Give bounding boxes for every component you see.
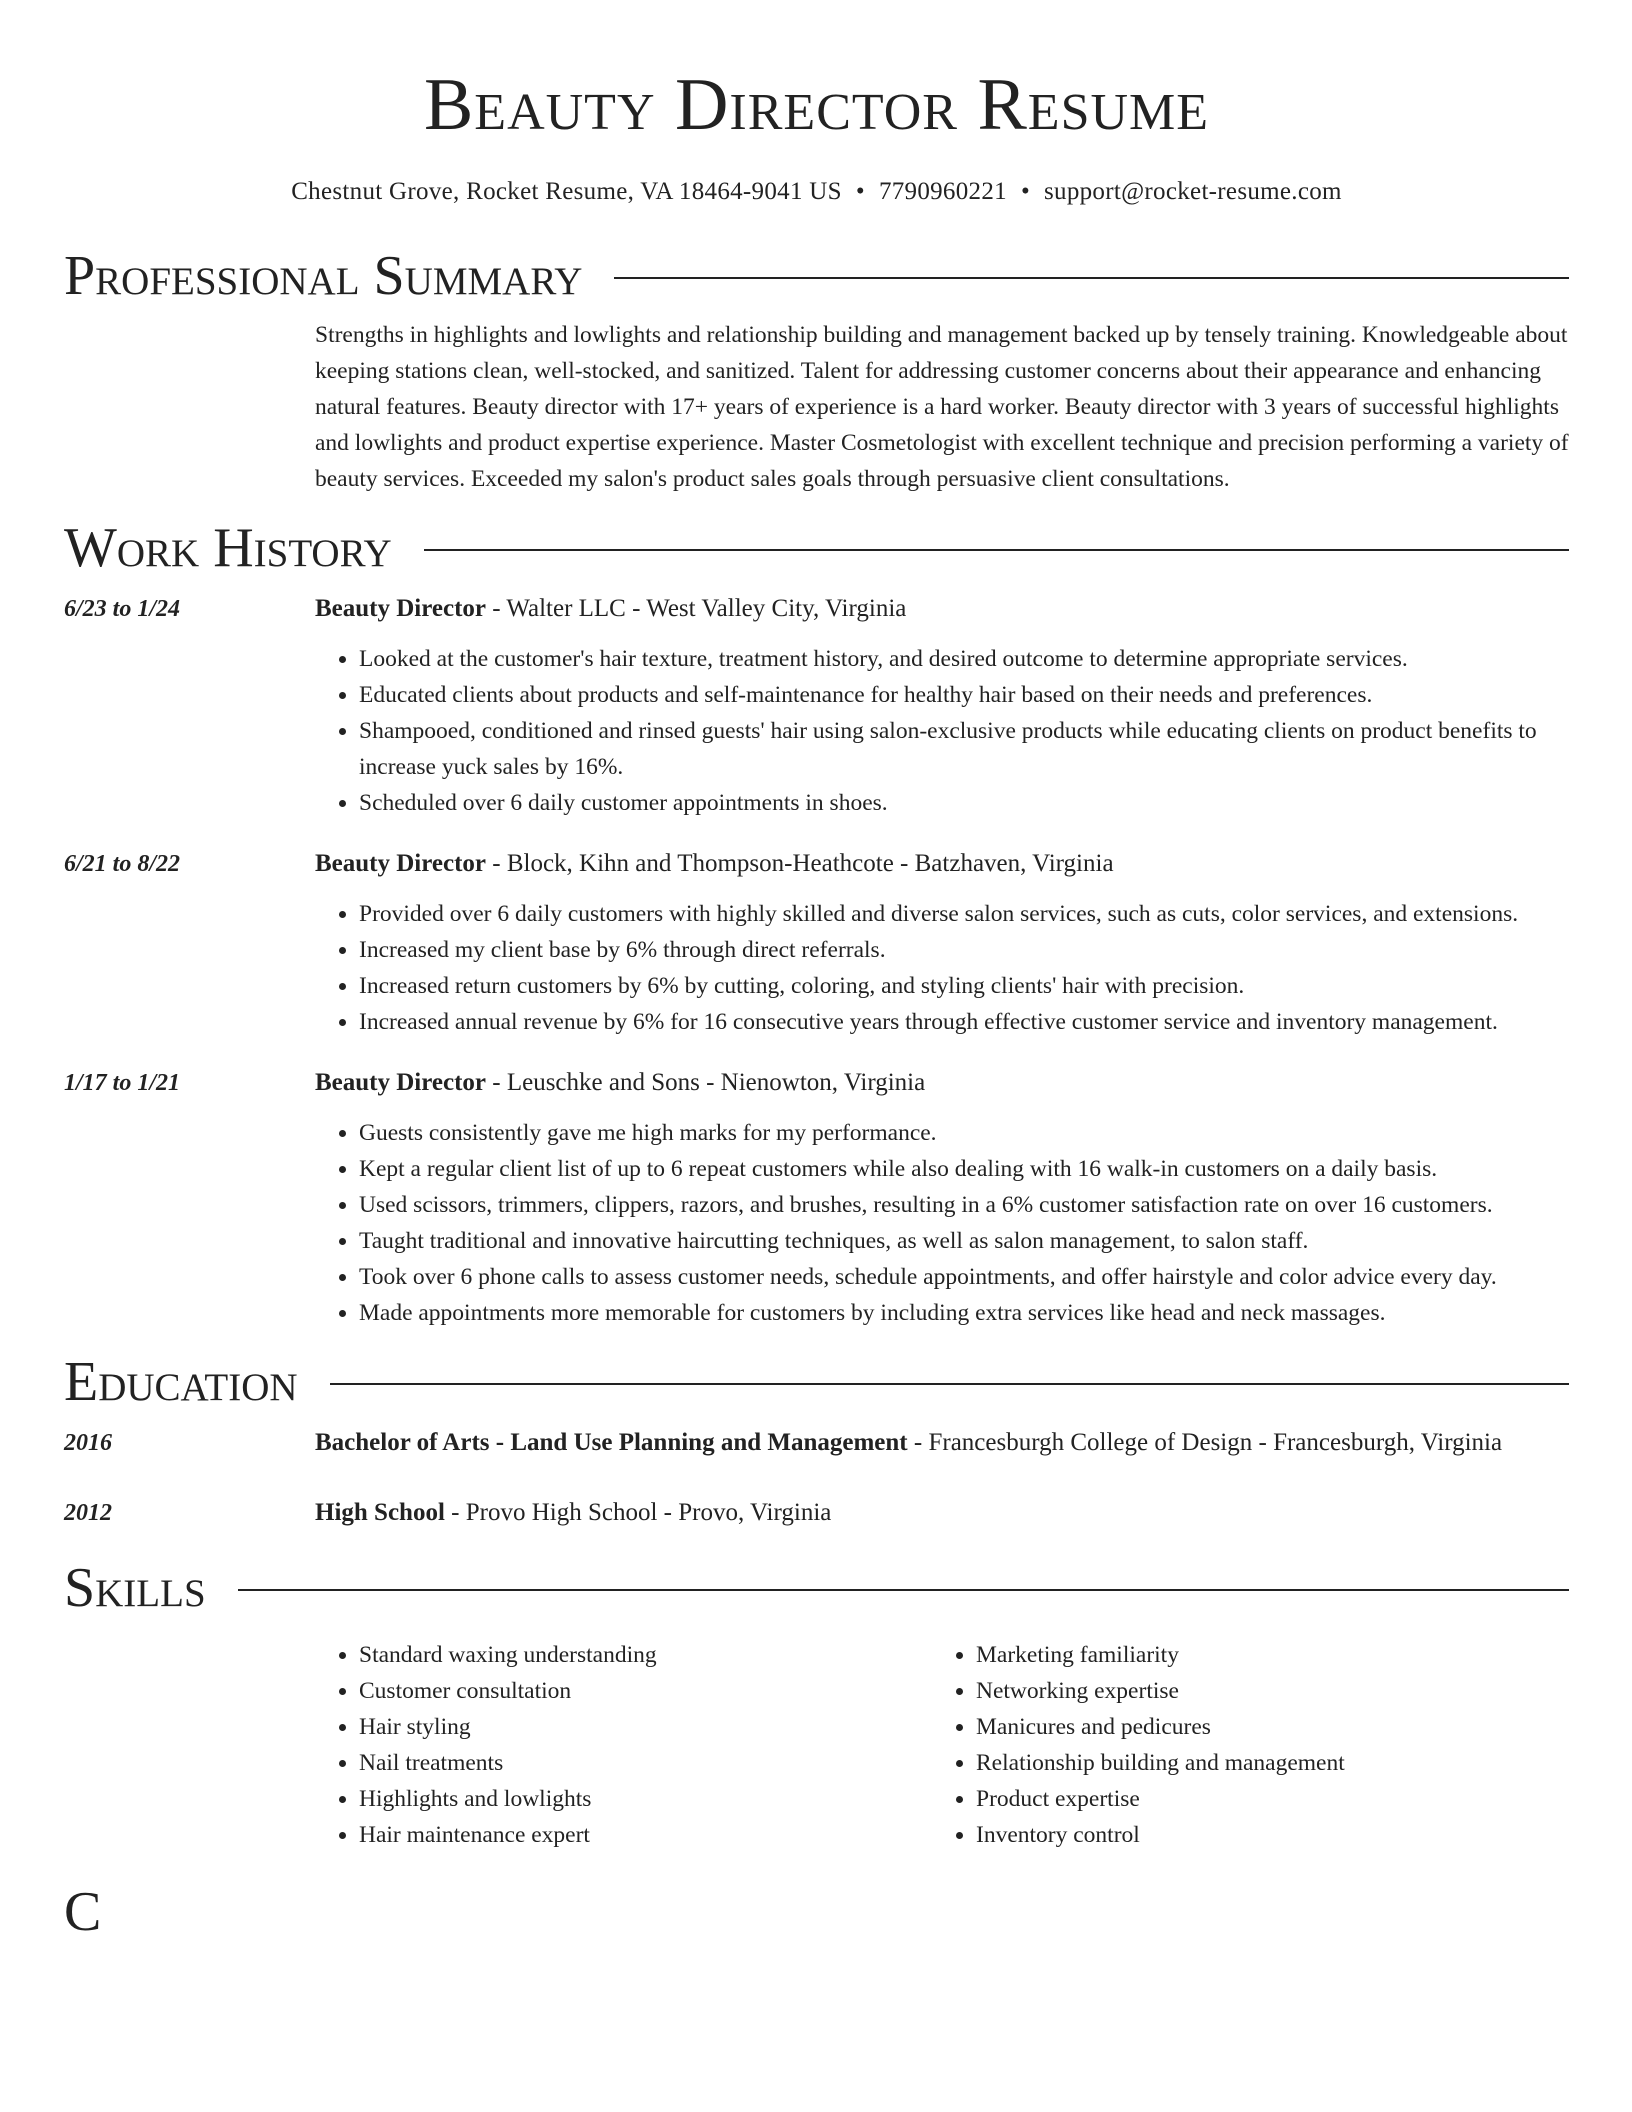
job-details: - Walter LLC - West Valley City, Virginia: [486, 595, 907, 622]
job-title: Beauty Director: [315, 1069, 487, 1096]
skills-heading: Skills: [64, 1557, 206, 1619]
next-section-header: [64, 1881, 1569, 1943]
job-bullet: • Educated clients about products and self-maintenance for healthy hair based on their needs and preferences.: [359, 677, 1569, 713]
section-divider: [424, 549, 1569, 551]
education-body: [315, 1493, 1569, 1533]
job-bullet: • Increased annual revenue by 6% for 16 consecutive years through effective customer service and inventory management.: [359, 1004, 1569, 1040]
education-headline: [315, 1423, 1569, 1463]
job-bullet: • Provided over 6 daily customers with highly skilled and diverse salon services, such as cuts, color services, and extensions.: [359, 896, 1569, 932]
skills-list-right: [932, 1637, 1549, 1853]
job-bullet: • Shampooed, conditioned and rinsed guests' hair using salon-exclusive products while educating clients on product benefits to increase yuck sales by 16%.: [359, 713, 1569, 785]
skill-item: • Hair maintenance expert: [359, 1817, 932, 1853]
skill-item: • Relationship building and management: [976, 1745, 1549, 1781]
job-details: - Block, Kihn and Thompson-Heathcote - Batzhaven, Virginia: [486, 850, 1114, 877]
job-entry: [64, 1063, 1569, 1331]
job-entry: [64, 589, 1569, 821]
section-divider: [614, 277, 1569, 279]
job-title: Beauty Director: [315, 595, 487, 622]
job-body: [315, 589, 1569, 821]
education-body: [315, 1423, 1569, 1463]
contact-email: support@rocket-resume.com: [1044, 178, 1342, 205]
education-entry: [64, 1423, 1569, 1463]
job-bullet: • Kept a regular client list of up to 6 repeat customers while also dealing with 16 walk-in customers on a daily basis.: [359, 1151, 1569, 1187]
work-section-header: [64, 517, 1569, 579]
education-details: - Provo High School - Provo, Virginia: [444, 1499, 832, 1526]
contact-line: [64, 176, 1569, 208]
skill-item: • Standard waxing understanding: [359, 1637, 932, 1673]
skills-list-left: [315, 1637, 932, 1853]
section-divider: [330, 1383, 1569, 1385]
job-bullet: • Guests consistently gave me high marks for my performance.: [359, 1115, 1569, 1151]
resume-page: [64, 0, 1569, 1943]
job-headline: [315, 1063, 1569, 1103]
skill-item: • Product expertise: [976, 1781, 1549, 1817]
job-bullet: • Used scissors, trimmers, clippers, razors, and brushes, resulting in a 6% customer satisfaction rate on over 16 customers.: [359, 1187, 1569, 1223]
education-date: 2012: [64, 1500, 112, 1526]
skill-item: • Nail treatments: [359, 1745, 932, 1781]
job-bullet: • Taught traditional and innovative haircutting techniques, as well as salon management, to salon staff.: [359, 1223, 1569, 1259]
resume-title: Beauty Director Resume: [423, 64, 1210, 146]
contact-phone: 7790960221: [878, 178, 1007, 205]
section-divider: [238, 1589, 1569, 1591]
summary-section-header: [64, 245, 1569, 307]
skills-columns: [315, 1637, 1569, 1853]
job-bullets: [315, 641, 1569, 821]
skill-item: • Manicures and pedicures: [976, 1709, 1549, 1745]
education-section-header: [64, 1351, 1569, 1413]
education-heading: Education: [64, 1351, 298, 1413]
job-bullets: [315, 896, 1569, 1040]
job-bullet: • Looked at the customer's hair texture, treatment history, and desired outcome to determine appropriate services.: [359, 641, 1569, 677]
job-details: - Leuschke and Sons - Nienowton, Virginia: [486, 1069, 926, 1096]
job-bullet: • Took over 6 phone calls to assess customer needs, schedule appointments, and offer hairstyle and color advice every day.: [359, 1259, 1569, 1295]
job-bullet: • Increased my client base by 6% through direct referrals.: [359, 932, 1569, 968]
skills-section-header: [64, 1557, 1569, 1619]
education-date: 2016: [64, 1430, 112, 1456]
job-title: Beauty Director: [315, 850, 487, 877]
next-section-heading: C: [64, 1881, 102, 1943]
job-bullet: • Increased return customers by 6% by cutting, coloring, and styling clients' hair with precision.: [359, 968, 1569, 1004]
skill-item: • Inventory control: [976, 1817, 1549, 1853]
skill-item: • Highlights and lowlights: [359, 1781, 932, 1817]
job-bullet: • Scheduled over 6 daily customer appointments in shoes.: [359, 785, 1569, 821]
job-date: 6/21 to 8/22: [64, 851, 181, 877]
skill-item: • Networking expertise: [976, 1673, 1549, 1709]
job-date: 1/17 to 1/21: [64, 1070, 181, 1096]
skill-item: • Customer consultation: [359, 1673, 932, 1709]
contact-address: Chestnut Grove, Rocket Resume, VA 18464-9041 US: [291, 178, 842, 205]
skill-item: • Hair styling: [359, 1709, 932, 1745]
job-headline: [315, 844, 1569, 884]
job-headline: [315, 589, 1569, 629]
job-body: [315, 1063, 1569, 1331]
skill-item: • Marketing familiarity: [976, 1637, 1549, 1673]
job-date: 6/23 to 1/24: [64, 596, 181, 622]
education-degree: Bachelor of Arts - Land Use Planning and Management: [315, 1429, 908, 1456]
work-heading: Work History: [64, 517, 392, 579]
job-body: [315, 844, 1569, 1040]
education-degree: High School: [315, 1499, 445, 1526]
summary-text: Strengths in highlights and lowlights and relationship building and management backed up by tensely training. Knowledgeable about keeping stations clean, well-stocked, and sanitized. Talent for addressing customer concerns about their appearance and enhancing natural features. Beauty director with 17+ years of experience is a hard worker. Beauty director with 3 years of successful highlights and lowlights and product expertise experience. Master Cosmetologist with excellent technique and precision performing a variety of beauty services. Exceeded my salon's product sales goals through persuasive client consultations.: [315, 322, 1569, 492]
education-details: - Francesburgh College of Design - Francesburgh, Virginia: [907, 1429, 1503, 1456]
education-headline: [315, 1493, 1569, 1533]
job-bullet: • Made appointments more memorable for customers by including extra services like head and neck massages.: [359, 1295, 1569, 1331]
education-entry: [64, 1493, 1569, 1533]
contact-separator: •: [855, 178, 865, 205]
summary-heading: Professional Summary: [64, 245, 583, 307]
job-entry: [64, 844, 1569, 1040]
contact-separator: •: [1020, 178, 1030, 205]
job-bullets: [315, 1115, 1569, 1331]
